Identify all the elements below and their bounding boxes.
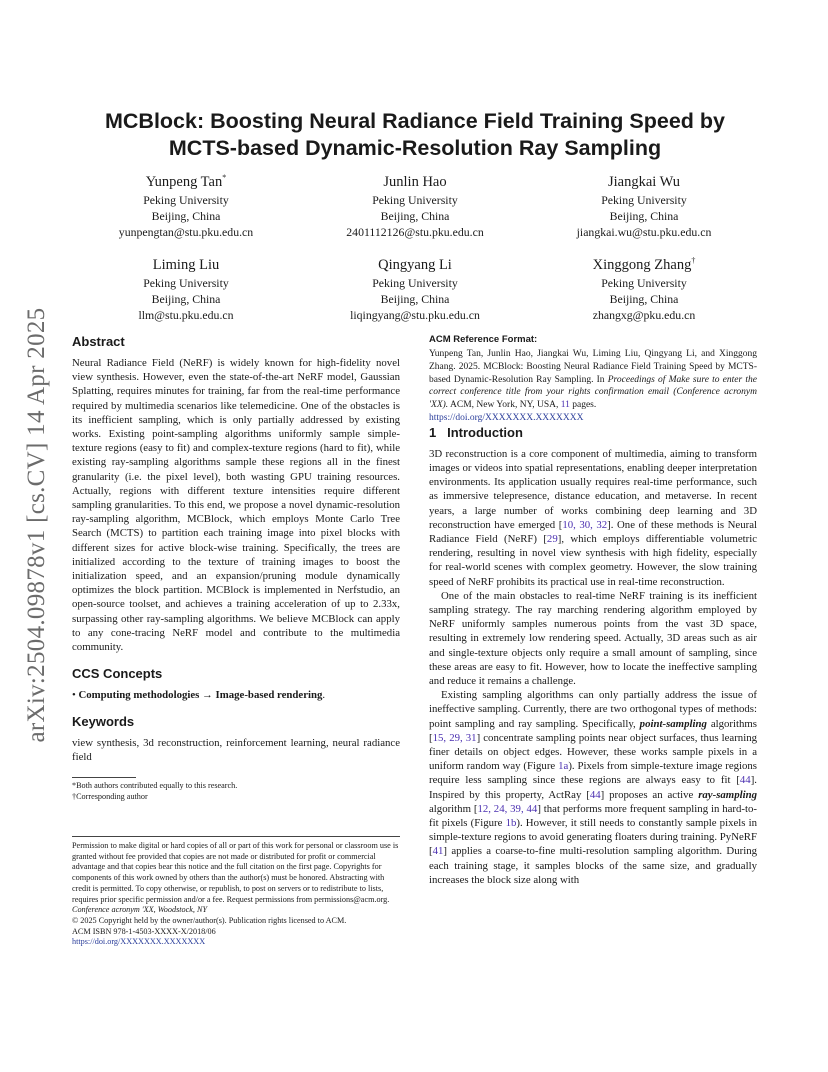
conference-line: Conference acronym 'XX, Woodstock, NY — [72, 905, 207, 915]
author-mark: † — [691, 256, 696, 266]
author-block — [72, 173, 758, 339]
author-affiliation: Peking University — [601, 276, 687, 290]
keywords-text: view synthesis, 3d reconstruction, reinforcement learning, neural radiance field — [72, 737, 400, 764]
author-email[interactable]: liqingyang@stu.pku.edu.cn — [350, 308, 480, 322]
doi-link[interactable]: https://doi.org/XXXXXXX.XXXXXXX — [72, 937, 206, 947]
citation-link[interactable]: 41 — [432, 845, 444, 858]
author-email[interactable]: yunpengtan@stu.pku.edu.cn — [118, 225, 254, 239]
author-name: Jiangkai Wu — [607, 174, 681, 190]
citation-link[interactable]: 29 — [546, 533, 558, 545]
citation-link[interactable]: 44 — [739, 774, 751, 787]
isbn-line: ACM ISBN 978-1-4503-XXXX-X/2018/06 — [72, 926, 216, 936]
author-location: Beijing, China — [609, 209, 679, 223]
ccs-heading: CCS Concepts — [72, 666, 163, 682]
author-row — [72, 256, 758, 323]
author-name: Liming Liu — [152, 257, 220, 273]
copyright-line: © 2025 Copyright held by the owner/author(s). Publication rights licensed to ACM. — [72, 915, 347, 925]
author-email[interactable]: zhangxg@pku.edu.cn — [592, 308, 696, 322]
author-location: Beijing, China — [380, 209, 450, 223]
author-name: Xinggong Zhang† — [592, 256, 696, 273]
arxiv-sidebar — [12, 290, 62, 760]
citation-link[interactable]: 44 — [589, 788, 601, 801]
author-affiliation: Peking University — [143, 276, 229, 290]
intro-paragraph-2: One of the main obstacles to real-time NeRF training is its inefficient sampling strategy. The ray marching rendering algorithm employed by NeRF uniformly samples numerous points from the vast 3D space, resulting in extremely low rendering speed. Actually, 3D areas such as air and single-texture objects only require a small amount of sampling, since these areas are easy to fit. However, how to locate the ineffective sampling and reduce it remains a challenge. — [429, 589, 757, 688]
paper-title: MCBlock: Boosting Neural Radiance Field Training Speed by MCTS-based Dynamic-Resolution Ray Sampling — [104, 109, 725, 160]
permission-text: Permission to make digital or hard copies of all or part of this work for personal or classroom use is granted without fee provided that copies are not made or distributed for profit or commercial advantage and that copies bear this notice and the full citation on the first page. Copyrights for components of this work owned by others than the author(s) must be honored. Abstracting with credit is permitted. To copy otherwise, or republish, to post on servers or to redistribute to lists, requires prior specific permission and/or a fee. Request permissions from permissions@acm.org. — [72, 841, 399, 904]
author-card — [530, 256, 758, 323]
author-name: Junlin Hao — [383, 174, 447, 190]
author-affiliation: Peking University — [372, 193, 458, 207]
author-mark: * — [222, 173, 227, 183]
intro-paragraph-1: 3D reconstruction is a core component of multimedia, aiming to transform images or videos into spatial representations, enabling deeper interpretation environments. Its application usually requires real-time performance, such as immersive telepresence, distance education, and metaverse. In recent years, a large number of works combining deep learning and 3D reconstruction have emerged [10, 30, 32]. One of these methods is Neural Radiance Field (NeRF) [29], which employs differentiable volumetric rendering, resulting in novel view synthesis with high fidelity, especially for real-world scenes with complex geometry. However, the slow training speed of NeRF prohibits its practical use in real-time reconstruction. — [429, 447, 758, 588]
author-affiliation: Peking University — [143, 193, 229, 207]
author-location: Beijing, China — [380, 292, 450, 306]
author-email[interactable]: llm@stu.pku.edu.cn — [138, 308, 234, 322]
abstract-heading: Abstract — [72, 334, 125, 349]
abstract-text: Neural Radiance Field (NeRF) is widely known for high-fidelity novel view synthesis. However, even the state-of-the-art NeRF model, Gaussian Splatting, requires minutes for training, far from the real-time performance required by multimedia scenarios like telemedicine. One of the obstacles is its inefficient sampling, which is only partially addressed by existing works. Existing point-sampling algorithms uniformly sample simple-texture regions (easy to fit) and complex-texture regions (hard to fit), while existing ray-sampling algorithms sample these regions all in the finest granularity (i.e. the pixel level), both wasting GPU training resources. Actually, regions with different texture intensities require different sampling granularities. To this end, we propose a novel dynamic-resolution ray-sampling algorithm, MCBlock, which employs Monte Carlo Tree Search (MCTS) to partition each training image into pixel blocks with different sizes for active block-wise training. Specifically, the trees are initialized according to the texture of training images to boost the initialization speed, and an expansion/pruning module dynamically optimizes the block partition. MCBlock is implemented in Nerfstudio, an open-source toolset, and achieves a training acceleration of up to 2.33x, surpassing other ray-sampling algorithms. We believe MCBlock can apply to any cone-tracing NeRF model and contribute to the multimedia community. — [72, 357, 400, 654]
right-column — [429, 334, 757, 887]
citation-link[interactable]: 15, 29, 31 — [432, 731, 477, 744]
ccs-item: • Computing methodologies → Image-based rendering. — [72, 689, 326, 702]
author-name: Qingyang Li — [378, 257, 452, 273]
page-count-link[interactable]: 11 — [560, 400, 570, 411]
arxiv-identifier: arXiv:2504.09878v1 [cs.CV] 14 Apr 2025 — [23, 307, 50, 743]
footnote-corresponding: †Corresponding author — [72, 791, 148, 801]
author-location: Beijing, China — [151, 292, 221, 306]
author-location: Beijing, China — [609, 292, 679, 306]
permission-block — [72, 836, 400, 948]
author-email[interactable]: 2401112126@stu.pku.edu.cn — [346, 225, 484, 239]
author-card — [301, 173, 529, 240]
author-location: Beijing, China — [151, 209, 221, 223]
author-card — [72, 173, 300, 240]
citation-link[interactable]: 12, 24, 39, 44 — [477, 802, 538, 815]
intro-paragraph-3: Existing sampling algorithms can only partially address the issue of ineffective sampling. Currently, there are two orthogonal types of methods: point sampling and ray sampling. Specifically, point-sampling algorithms [15, 29, 31] concentrate sampling points near object surfaces, thus learning finer details on object edges. However, these works sample pixels in a uniform random way (Figure 1a). Pixels from simple-texture image regions require less sampling since these regions are always easy to fit [44]. Inspired by this property, ActRay [44] proposes an active ray-sampling algorithm [12, 24, 39, 44] that performs more frequent sampling in hard-to-fit pixels (Figure 1b). However, it still needs to constantly sample pixels in simple-texture regions to avoid generating floaters during training. PyNeRF [41] applies a coarse-to-fine multi-resolution sampling algorithm. During each training stage, it samples blocks of the same size, and gradually increases the block size along with — [429, 689, 758, 886]
acm-reference-heading: ACM Reference Format: — [429, 334, 538, 345]
keywords-heading: Keywords — [72, 714, 135, 730]
acm-reference-doi-link[interactable]: https://doi.org/XXXXXXX.XXXXXXX — [429, 412, 584, 423]
author-card — [530, 173, 758, 240]
author-affiliation: Peking University — [601, 193, 687, 207]
left-column — [72, 334, 400, 802]
footnote-equal-contribution: *Both authors contributed equally to this research. — [72, 780, 238, 790]
author-affiliation: Peking University — [372, 276, 458, 290]
author-name: Yunpeng Tan* — [145, 173, 227, 190]
author-row — [72, 173, 758, 240]
author-email[interactable]: jiangkai.wu@stu.pku.edu.cn — [576, 225, 712, 239]
figure-link[interactable]: 1b — [505, 817, 517, 830]
author-card — [72, 256, 300, 323]
author-card — [301, 256, 529, 323]
citation-link[interactable]: 10, 30, 32 — [562, 518, 608, 531]
acm-reference-text: Yunpeng Tan, Junlin Hao, Jiangkai Wu, Liming Liu, Qingyang Li, and Xinggong Zhang. 2025. MCBlock: Boosting Neural Radiance Field Training Speed by MCTS-based Dynamic-Resolution Ray Sampling. In Proceedings of Make sure to enter the correct conference title from your rights confirmation email (Conference acronym 'XX). ACM, New York, NY, USA, 11 pages. — [429, 349, 757, 411]
figure-link[interactable]: 1a — [558, 760, 569, 773]
introduction-heading: 1 Introduction — [429, 424, 523, 440]
